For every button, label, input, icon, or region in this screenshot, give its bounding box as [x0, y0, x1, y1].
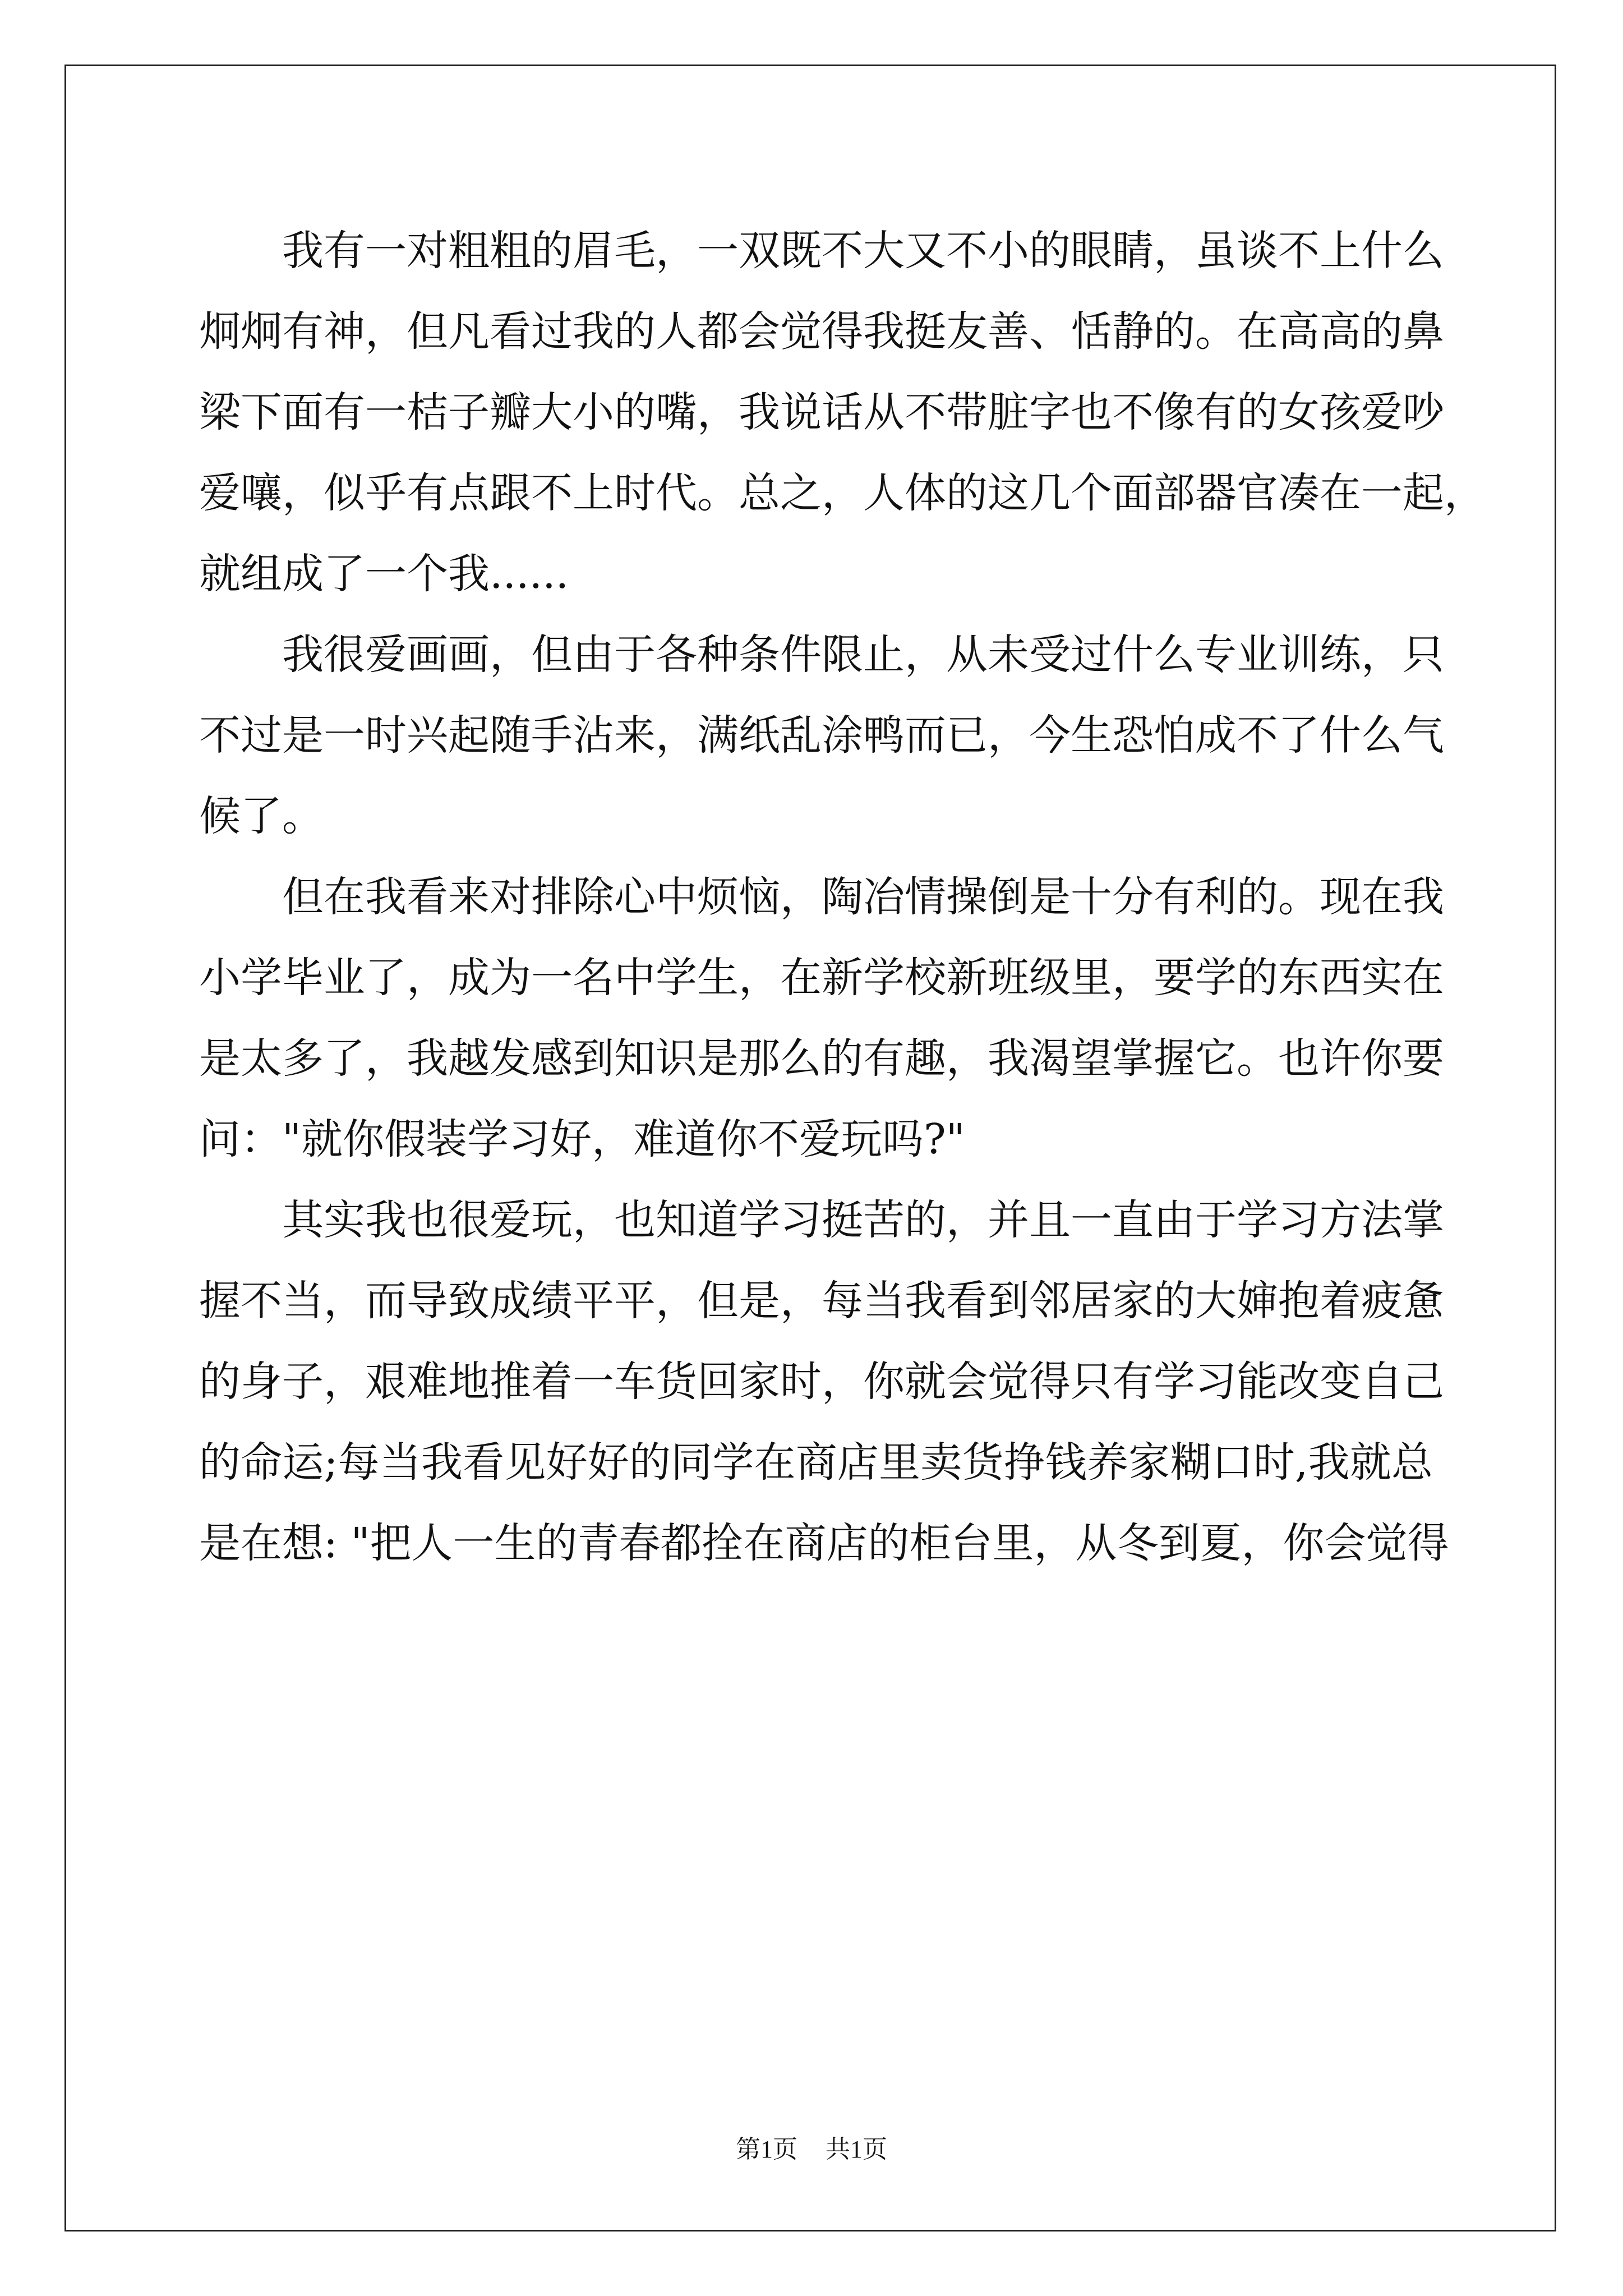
paragraph-1-line-3: 梁下面有一桔子瓣大小的嘴，我说话从不带脏字也不像有的女孩爱吵	[199, 388, 1444, 436]
paragraph-1-line-2: 炯炯有神，但凡看过我的人都会觉得我挺友善、恬静的。在高高的鼻	[199, 307, 1444, 356]
paragraph-4-line-1: 其实我也很爱玩，也知道学习挺苦的，并且一直由于学习方法掌	[282, 1196, 1444, 1244]
paragraph-1-line-1: 我有一对粗粗的眉毛，一双既不大又不小的眼睛，虽谈不上什么	[282, 227, 1444, 275]
paragraph-2-line-3: 候了。	[199, 792, 324, 840]
paragraph-2-line-2: 不过是一时兴起随手沾来，满纸乱涂鸭而已，今生恐怕成不了什么气	[199, 711, 1444, 760]
paragraph-3-line-2: 小学毕业了，成为一名中学生，在新学校新班级里，要学的东西实在	[199, 954, 1444, 1002]
paragraph-3-line-1: 但在我看来对排除心中烦恼，陶冶情操倒是十分有利的。现在我	[282, 873, 1444, 921]
page-number-total: 共1页	[826, 2136, 887, 2163]
paragraph-4-line-3: 的身子，艰难地推着一车货回家时，你就会觉得只有学习能改变自己	[199, 1358, 1444, 1406]
paragraph-1-line-5: 就组成了一个我......	[199, 550, 569, 598]
document-body	[199, 210, 1486, 1584]
paragraph-3-line-4: 问："就你假装学习好，难道你不爱玩吗?"	[199, 1115, 965, 1163]
page-footer	[0, 2129, 1623, 2165]
paragraph-4-line-4: 的命运;每当我看见好好的同学在商店里卖货挣钱养家糊口时,我就总	[199, 1438, 1433, 1487]
paragraph-4-line-2: 握不当，而导致成绩平平，但是，每当我看到邻居家的大婶抱着疲惫	[199, 1277, 1444, 1325]
page-number-current: 第1页	[736, 2136, 797, 2163]
paragraph-3-line-3: 是太多了，我越发感到知识是那么的有趣，我渴望掌握它。也许你要	[199, 1034, 1444, 1083]
paragraph-2-line-1: 我很爱画画，但由于各种条件限止，从未受过什么专业训练，只	[282, 631, 1444, 679]
paragraph-4-line-5: 是在想: "把人一生的青春都拴在商店的柜台里，从冬到夏，你会觉得	[199, 1519, 1449, 1567]
paragraph-1-line-4: 爱嚷，似乎有点跟不上时代。总之，人体的这几个面部器官凑在一起，	[199, 469, 1486, 517]
